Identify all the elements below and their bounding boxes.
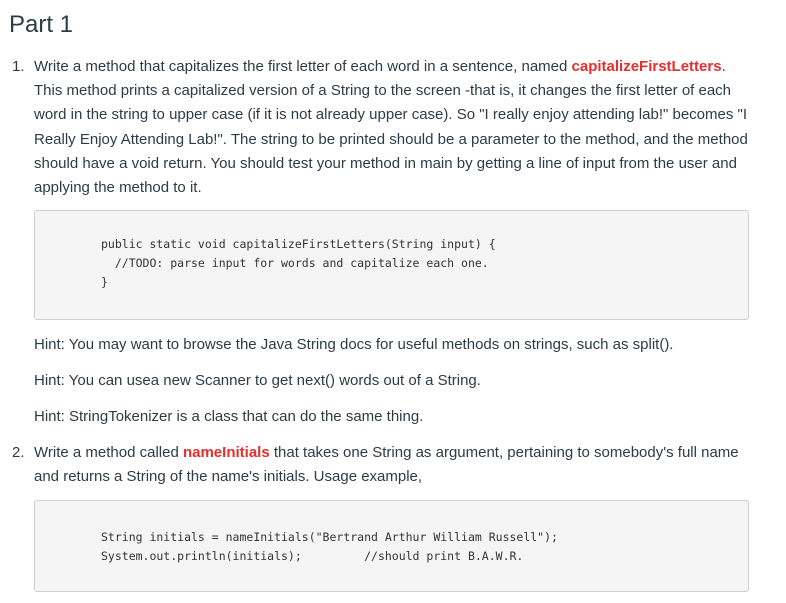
q1-hint-2: Hint: You can usea new Scanner to get next() words out of a String. bbox=[34, 372, 481, 389]
q2-code-line: String initials = nameInitials("Bertrand Arthur William Russell"); bbox=[101, 530, 558, 544]
page-title: Part 1 bbox=[9, 11, 74, 38]
q2-code-block bbox=[34, 500, 749, 592]
q2-text bbox=[34, 441, 756, 489]
q1-code-block bbox=[34, 210, 749, 320]
q1-text-before: Write a method that capitalizes the first letter of each word in a sentence, named bbox=[34, 58, 572, 75]
q1-hint-3: Hint: StringTokenizer is a class that can do the same thing. bbox=[34, 408, 424, 425]
q2-code-line: System.out.println(initials); //should print B.A.W.R. bbox=[101, 549, 524, 563]
q1-number: 1. bbox=[12, 58, 25, 75]
q1-method-name: capitalizeFirstLetters bbox=[571, 58, 722, 75]
q1-text bbox=[34, 55, 756, 200]
q2-text-after: that takes one String as argument, pertaining to somebody's full name and returns a String of the name's initials. Usage example, bbox=[34, 444, 739, 486]
q2-text-before: Write a method called bbox=[34, 444, 183, 461]
q1-code-line: public static void capitalizeFirstLetters(String input) { bbox=[101, 237, 496, 251]
q1-hint-1: Hint: You may want to browse the Java String docs for useful methods on strings, such as split(). bbox=[34, 336, 674, 353]
q1-code-line: } bbox=[101, 275, 108, 289]
q2-number: 2. bbox=[12, 444, 25, 461]
q1-text-after: . This method prints a capitalized version of a String to the screen -that is, it changes the first letter of each word in the string to upper case (if it is not already upper case). So "I really enjoy attending lab!" becomes "I Really Enjoy Attending Lab!". The string to be printed should be a parameter to the method, and the method should have a void return. You should test your method in main by getting a line of input from the user and applying the method to it. bbox=[34, 58, 748, 197]
q1-code-line: //TODO: parse input for words and capitalize each one. bbox=[101, 256, 489, 270]
q2-method-name: nameInitials bbox=[182, 444, 270, 461]
